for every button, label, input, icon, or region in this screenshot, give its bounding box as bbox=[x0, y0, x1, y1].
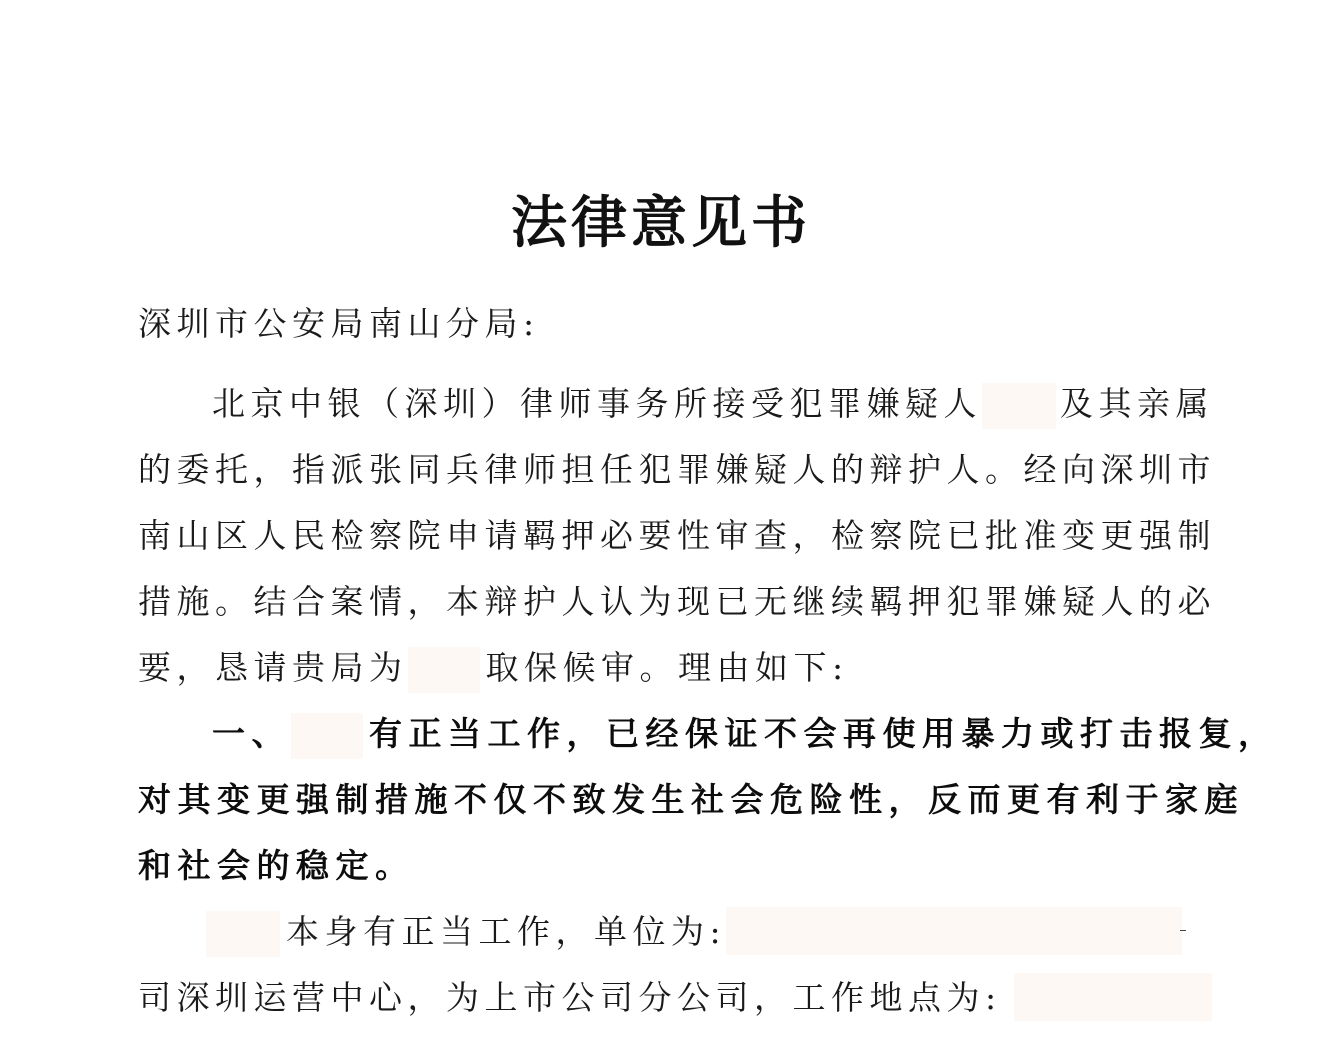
redacted-name bbox=[206, 911, 280, 957]
paragraph-1-line-3: 南山区人民检察院申请羁押必要性审查，检察院已批准变更强制 bbox=[138, 516, 1216, 555]
heading-1-line-1 bbox=[212, 704, 1278, 764]
paragraph-1-line-1 bbox=[212, 374, 1214, 434]
heading-1-line-2: 对其变更强制措施不仅不致发生社会危险性，反而更有利于家庭 bbox=[138, 780, 1244, 819]
paragraph-2-line-1-text: 本身有正当工作，单位为: bbox=[286, 912, 727, 951]
salutation: 深圳市公安局南山分局: bbox=[138, 304, 540, 343]
paragraph-1-line-5-text-b: 取保候审。理由如下: bbox=[485, 648, 849, 687]
paragraph-1-line-2: 的委托，指派张同兵律师担任犯罪嫌疑人的辩护人。经向深圳市 bbox=[138, 450, 1216, 489]
paragraph-1-line-5 bbox=[138, 638, 849, 698]
paragraph-2-line-2 bbox=[138, 968, 1212, 1028]
heading-1-number: 一、 bbox=[212, 714, 291, 753]
paragraph-1-line-1-text-a: 北京中银（深圳）律师事务所接受犯罪嫌疑人 bbox=[212, 384, 982, 423]
redacted-location bbox=[1014, 973, 1212, 1021]
redacted-employer bbox=[726, 907, 1182, 955]
document-title: 法律意见书 bbox=[511, 191, 811, 256]
cut-off-next-line bbox=[138, 1036, 958, 1046]
heading-1-line-3: 和社会的稳定。 bbox=[138, 846, 415, 885]
paragraph-1-line-4: 措施。结合案情，本辩护人认为现已无继续羁押犯罪嫌疑人的必 bbox=[138, 582, 1216, 621]
paragraph-1-line-1-text-b: 及其亲属 bbox=[1060, 384, 1214, 423]
redacted-name bbox=[408, 647, 480, 693]
paragraph-2-line-1 bbox=[206, 902, 1182, 962]
redacted-name bbox=[291, 713, 363, 759]
heading-1-line-1-text: 有正当工作，已经保证不会再使用暴力或打击报复， bbox=[369, 714, 1278, 753]
margin-mark bbox=[1180, 930, 1186, 931]
paragraph-2-line-2-text: 司深圳运营中心，为上市公司分公司，工作地点为: bbox=[138, 978, 1002, 1017]
redacted-name bbox=[982, 383, 1056, 429]
paragraph-1-line-5-text-a: 要，恳请贵局为 bbox=[138, 648, 408, 687]
